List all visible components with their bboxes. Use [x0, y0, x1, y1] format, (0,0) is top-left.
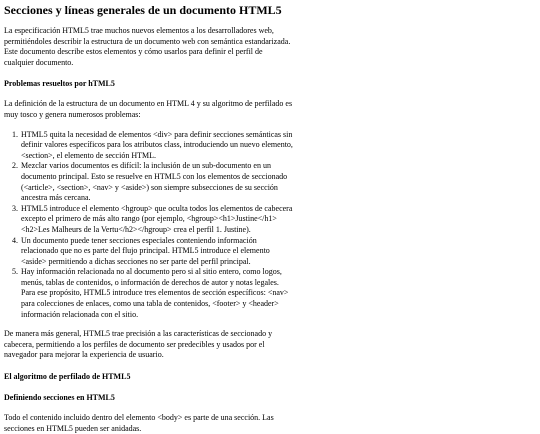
- list-item: 5. Hay información relacionada no al documento pero si al sitio entero, como logos, menús, tablas de contenidos, o información de derechos de autor y notas legales. Para ese propósito, HTML5 introduce tres elementos de sección específicos: <nav> para colecciones de enlaces, como una tabla de contenidos, <footer> y <header> información relacionada con el sitio.: [20, 267, 294, 320]
- summary-paragraph: De manera más general, HTML5 trae precisión a las características de seccionado y cabecera, permitiendo a los perfiles de documento ser predecibles y usados por el navegador para mejorar la experiencia de usuario.: [4, 329, 273, 360]
- heading-algorithm: El algoritmo de perfilado de HTML5: [4, 372, 131, 382]
- heading-problems: Problemas resueltos por hTML5: [4, 79, 115, 89]
- intro-paragraph: La especificación HTML5 trae muchos nuevos elementos a los desarrolladores web, permitiéndoles describir la estructura de un documento web con semántica estandarizada. Este documento describe estos elementos y cómo usarlos para definir el perfil de cualquier documento.: [4, 26, 291, 67]
- list-item: 1. HTML5 quita la necesidad de elementos <div> para definir secciones semánticas sin definir valores específicos para los atributos class, introduciendo un nuevo elemento, <section>, el elemento de sección HTML.: [20, 130, 294, 162]
- list-item: 2. Mezclar varios documentos es difícil: la inclusión de un sub-documento en un documento principal. Esto se resuelve en HTML5 con los elementos de seccionado (<article>, <section>, <nav> y <aside>) son siempre subsecciones de su sección ancestra más cercana.: [20, 161, 294, 203]
- list-item: 4. Un documento puede tener secciones especiales conteniendo información relacionado que no es parte del flujo principal. HTML5 introduce el elemento <aside> permitiendo a dichas secciones no ser parte del perfil principal.: [20, 236, 294, 268]
- problems-intro-paragraph: La definición de la estructura de un documento en HTML 4 y su algoritmo de perfilado es muy tosco y genera numerosos problemas:: [4, 99, 293, 119]
- problems-list: [4, 130, 294, 321]
- list-item: 3. HTML5 introduce el elemento <hgroup> que oculta todos los elementos de cabecera excepto el primero de más alto rango (por ejemplo, <hgroup><h1>Justine</h1><h2>Les Malheurs de la Vertu</h2></hgroup> crea el perfil 1. Justine).: [20, 204, 294, 236]
- page-title: Secciones y líneas generales de un documento HTML5: [4, 3, 282, 17]
- sections-paragraph: Todo el contenido incluido dentro del elemento <body> es parte de una sección. Las secciones en HTML5 pueden ser anidadas.: [4, 413, 274, 433]
- heading-defining-sections: Definiendo secciones en HTML5: [4, 393, 115, 403]
